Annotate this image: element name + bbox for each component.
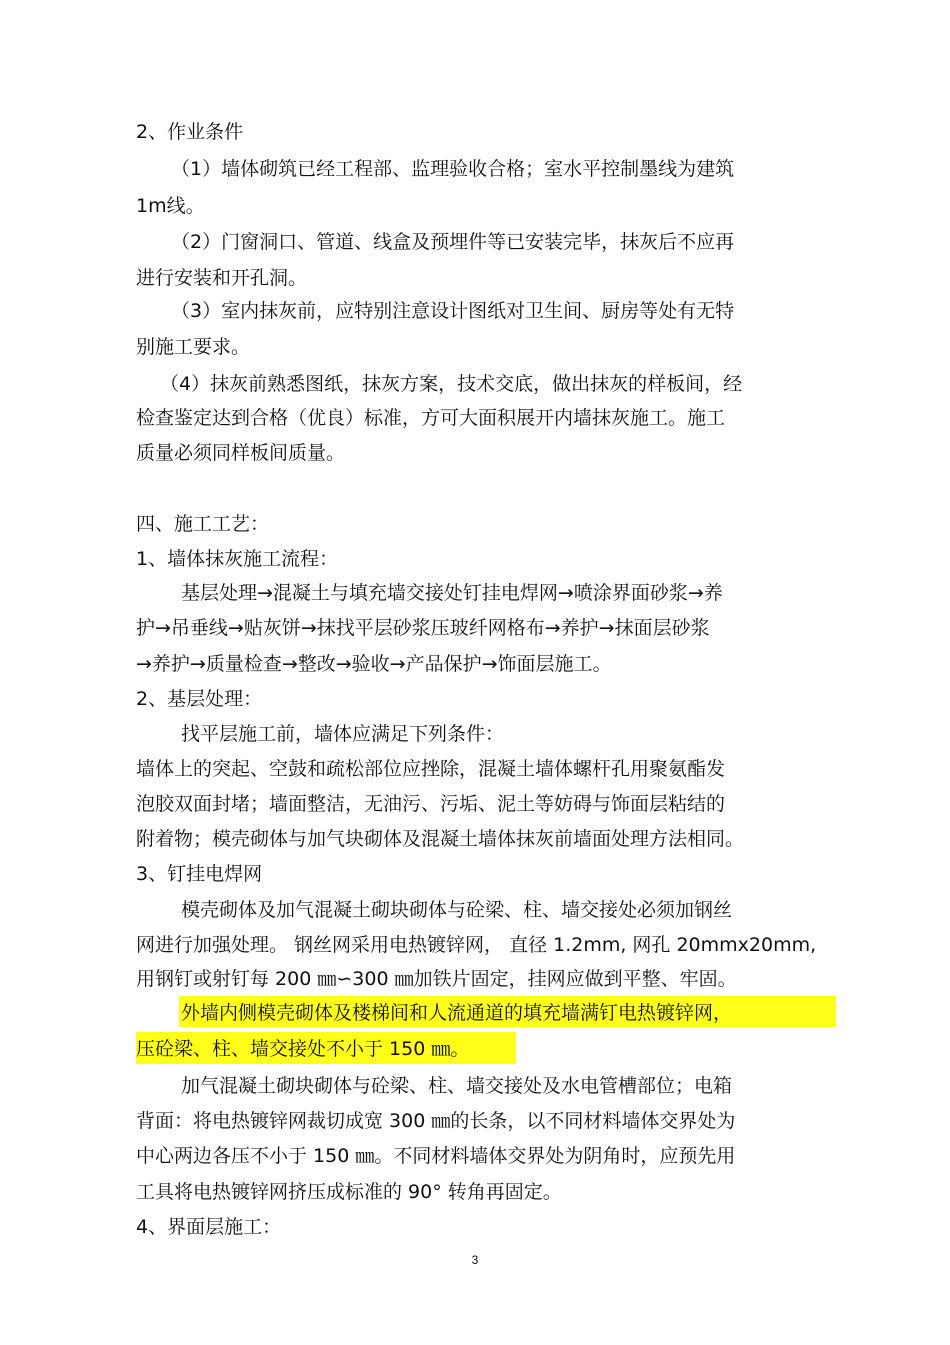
base-treatment-line-4: 附着物；模壳砌体与加气块砌体及混凝土墙体抹灰前墙面处理方法相同。 bbox=[136, 828, 745, 850]
highlighted-line-1: 外墙内侧模壳砌体及楼梯间和人流通道的填充墙满钉电热镀锌网， bbox=[181, 1002, 733, 1024]
subheading-plastering-flow: 1、墙体抹灰施工流程： bbox=[136, 548, 339, 570]
welded-mesh-line-3: 用钢钉或射钉每 200 ㎜∽300 ㎜加铁片固定，挂网应做到平整、牢固。 bbox=[136, 968, 737, 990]
flow-line-1: 基层处理→混凝土与填充墙交接处钉挂电焊网→喷涂界面砂浆→养 bbox=[181, 582, 723, 604]
condition-4-line-1: （4）抹灰前熟悉图纸，抹灰方案，技术交底，做出抹灰的样板间，经 bbox=[160, 373, 743, 395]
flow-line-3: →养护→质量检查→整改→验收→产品保护→饰面层施工。 bbox=[136, 653, 612, 675]
subheading-base-treatment: 2、基层处理： bbox=[136, 688, 263, 710]
welded-mesh-line-2: 网进行加强处理。 钢丝网采用电热镀锌网， 直径 1.2mm, 网孔 20mmx20mm, bbox=[136, 934, 817, 956]
subheading-welded-mesh: 3、钉挂电焊网 bbox=[136, 863, 263, 885]
condition-4-line-3: 质量必须同样板间质量。 bbox=[136, 442, 346, 464]
flow-line-2: 护→吊垂线→贴灰饼→抹找平层砂浆压玻纤网格布→养护→抹面层砂浆 bbox=[136, 617, 710, 639]
condition-3-line-1: （3）室内抹灰前，应特别注意设计图纸对卫生间、厨房等处有无特 bbox=[171, 300, 735, 322]
base-treatment-line-3: 泡胶双面封堵；墙面整洁，无油污、污垢、泥土等妨碍与饰面层粘结的 bbox=[136, 793, 726, 815]
page-number: 3 bbox=[471, 1253, 479, 1267]
aerated-block-line-1: 加气混凝土砌块砌体与砼梁、柱、墙交接处及水电管槽部位；电箱 bbox=[181, 1075, 733, 1097]
aerated-block-line-3: 中心两边各压不小于 150 ㎜。不同材料墙体交界处为阴角时，应预先用 bbox=[136, 1145, 736, 1167]
condition-1-line-1: （1）墙体砌筑已经工程部、监理验收合格；室水平控制墨线为建筑 bbox=[171, 158, 735, 180]
section-heading-work-conditions: 2、作业条件 bbox=[136, 121, 244, 143]
base-treatment-line-2: 墙体上的突起、空鼓和疏松部位应挫除，混凝土墙体螺杆孔用聚氨酯发 bbox=[136, 758, 726, 780]
condition-4-line-2: 检查鉴定达到合格（优良）标准，方可大面积展开内墙抹灰施工。施工 bbox=[136, 407, 726, 429]
welded-mesh-line-1: 模壳砌体及加气混凝土砌块砌体与砼梁、柱、墙交接处必须加钢丝 bbox=[181, 899, 733, 921]
condition-1-line-2: 1m线。 bbox=[136, 195, 205, 217]
condition-2-line-1: （2）门窗洞口、管道、线盒及预埋件等已安装完毕，抹灰后不应再 bbox=[171, 231, 735, 253]
condition-2-line-2: 进行安装和开孔洞。 bbox=[136, 267, 308, 289]
aerated-block-line-2: 背面：将电热镀锌网裁切成宽 300 ㎜的长条，以不同材料墙体交界处为 bbox=[136, 1110, 736, 1132]
base-treatment-line-1: 找平层施工前，墙体应满足下列条件： bbox=[181, 723, 505, 745]
condition-3-line-2: 别施工要求。 bbox=[136, 336, 251, 358]
subheading-interface-layer: 4、界面层施工： bbox=[136, 1216, 282, 1238]
highlighted-line-2: 压砼梁、柱、墙交接处不小于 150 ㎜。 bbox=[136, 1038, 470, 1060]
aerated-block-line-4: 工具将电热镀锌网挤压成标准的 90° 转角再固定。 bbox=[136, 1181, 562, 1203]
section-heading-construction-process: 四、施工工艺： bbox=[136, 513, 270, 535]
